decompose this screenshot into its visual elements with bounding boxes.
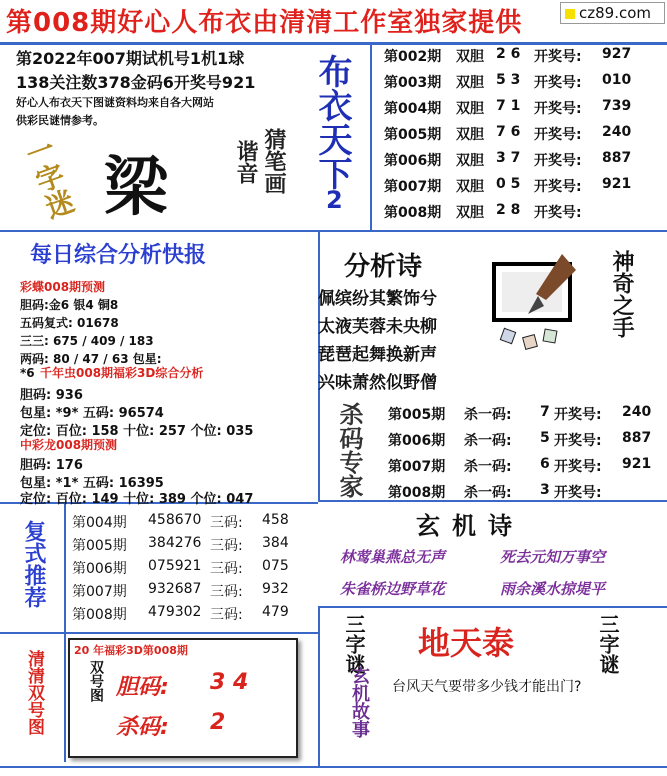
kill-row [388, 404, 666, 430]
poem-line: 太液芙蓉未央柳 [318, 317, 437, 337]
draws-row [384, 176, 666, 202]
draws-row [384, 72, 666, 98]
period: 第008期 [72, 607, 127, 623]
kill-code: 7 [540, 404, 550, 420]
riddle-hint-a: 谐音 [233, 140, 258, 184]
period: 第006期 [72, 561, 127, 577]
daily-line: 包星: *9* 五码: 96574 [20, 406, 164, 421]
prize-label: 开奖号: [534, 75, 582, 91]
dan-label: 双胆 [456, 179, 484, 195]
draws-row [384, 46, 666, 72]
prize-value: 887 [602, 150, 632, 166]
kill-code: 3 [540, 482, 550, 498]
draws-row [384, 98, 666, 124]
prize-label: 开奖号: [534, 101, 582, 117]
divider [0, 230, 667, 232]
period: 第005期 [384, 127, 442, 143]
fushi-nums: 458670 [148, 512, 202, 528]
dan-label: 双胆 [456, 101, 484, 117]
xuanji-story-label: 玄机故事 [349, 666, 370, 738]
kill-label: 杀一码: [464, 459, 512, 475]
dan-values: 2 6 [496, 46, 521, 62]
riddle-character: 梁 [104, 150, 168, 225]
fushi-nums: 479302 [148, 604, 202, 620]
period: 第004期 [384, 101, 442, 117]
divider [318, 232, 320, 502]
kill-row [388, 430, 666, 456]
kill-label: 杀一码: [464, 433, 512, 449]
divider [64, 632, 66, 762]
daily-line: 定位: 百位: 149 十位: 389 个位: 047 [20, 492, 254, 507]
poem-line: 佩缤纷其繁饰兮 [318, 289, 437, 309]
magic-hand-image [484, 250, 584, 360]
three-code-value: 075 [262, 558, 289, 574]
daily-line: 五码复式: 01678 [20, 316, 119, 330]
prize-label: 开奖号: [554, 433, 602, 449]
draws-list [384, 46, 666, 228]
period: 第007期 [388, 459, 446, 475]
prize-label: 开奖号: [534, 127, 582, 143]
riddle-hint-b: 猜笔画 [261, 128, 286, 194]
qingqing-label: 清清双号图 [24, 650, 44, 735]
prize-label: 开奖号: [534, 49, 582, 65]
daily-line: 三三: 675 / 409 / 183 [20, 334, 154, 348]
section-title: 中彩龙008期预测 [20, 438, 118, 452]
brand-text: 布衣天下 [312, 54, 352, 190]
prize-value: 887 [622, 430, 652, 446]
poem-title: 分析诗 [344, 252, 423, 282]
section-title: 彩蝶008期预测 [20, 280, 106, 294]
period: 第005期 [388, 407, 446, 423]
daily-line: 包星: *1* 五码: 16395 [20, 476, 164, 491]
kill-expert-label: 杀码专家 [335, 402, 363, 498]
paint-brush-icon [484, 250, 584, 360]
fushi-row [72, 512, 316, 535]
xuanji-title: 玄机诗 [416, 512, 524, 540]
three-code-label: 三码: [210, 515, 243, 531]
three-code-value: 479 [262, 604, 289, 620]
divider [318, 606, 667, 608]
divider [64, 504, 66, 632]
kill-row [388, 456, 666, 482]
dan-value: 3 4 [210, 670, 249, 695]
prize-value: 010 [602, 72, 632, 88]
three-code-label: 三码: [210, 584, 243, 600]
brand-number: 2 [326, 186, 343, 214]
dan-values: 7 6 [496, 124, 521, 140]
prize-label: 开奖号: [534, 179, 582, 195]
story-question: 台风天气要带多少钱才能出门? [392, 679, 582, 695]
xuanji-line: 林莺巢燕总无声 [340, 548, 446, 566]
fushi-list [72, 512, 316, 627]
period: 第007期 [72, 584, 127, 600]
dan-values: 7 1 [496, 98, 521, 114]
poem-line: 兴味萧然似野僧 [318, 373, 437, 393]
prize-value: 739 [602, 98, 632, 114]
daily-line: 两码: 80 / 47 / 63 包星: [20, 352, 162, 366]
fushi-row [72, 535, 316, 558]
daily-line: 胆码: 936 [20, 388, 83, 403]
page-title: 第008期好心人布衣由清清工作室独家提供 [6, 8, 523, 38]
three-code-value: 384 [262, 535, 289, 551]
shuanghao-header: 20 年福彩3D第008期 [74, 644, 188, 657]
dan-label: 双胆 [456, 49, 484, 65]
focus-number-line: 138关注数378金码6开奖号921 [16, 73, 256, 92]
three-char-riddle-label: 三字谜 [342, 614, 366, 674]
shuanghao-side-label: 双号图 [88, 660, 104, 702]
three-char-riddle-label-2: 三字谜 [596, 614, 620, 674]
logo-square-icon [565, 9, 575, 19]
daily-line: 胆码: 176 [20, 458, 83, 473]
kill-label: 杀一码: [464, 407, 512, 423]
section-title: 千年虫008期福彩3D综合分析 [40, 366, 204, 380]
fushi-nums: 384276 [148, 535, 202, 551]
daily-report-title: 每日综合分析快报 [30, 243, 207, 268]
source-note-2: 供彩民谜情参考。 [16, 114, 104, 127]
divider [318, 606, 320, 766]
ditiantai-riddle: 地天泰 [418, 624, 515, 662]
period: 第005期 [72, 538, 127, 554]
dan-label: 双胆 [456, 127, 484, 143]
xuanji-line: 死去元知万事空 [500, 548, 606, 566]
daily-line: *6 [20, 366, 35, 380]
fushi-row [72, 558, 316, 581]
prize-value: 927 [602, 46, 632, 62]
fushi-nums: 932687 [148, 581, 202, 597]
dan-values: 2 8 [496, 202, 521, 218]
magic-hand-label: 神奇之手 [609, 250, 634, 338]
prize-label: 开奖号: [554, 459, 602, 475]
dan-label: 双胆 [456, 205, 484, 221]
kill-code: 6 [540, 456, 550, 472]
period: 第008期 [384, 205, 442, 221]
prize-value: 240 [622, 404, 652, 420]
kill-row [388, 482, 666, 508]
daily-line: 定位: 百位: 158 十位: 257 个位: 035 [20, 424, 254, 439]
kill-list [388, 404, 666, 508]
dan-values: 3 7 [496, 150, 521, 166]
period: 第003期 [384, 75, 442, 91]
shuanghao-box [68, 638, 298, 758]
xuanji-line: 雨余溪水掠堤平 [500, 580, 606, 598]
divider [0, 632, 318, 634]
fushi-nums: 075921 [148, 558, 202, 574]
dan-label: 胆码: [116, 675, 169, 700]
prize-label: 开奖号: [534, 153, 582, 169]
poem-line: 琵琶起舞换新声 [318, 345, 437, 365]
sha-value: 2 [210, 710, 226, 735]
daily-line: 胆码:金6 银4 铜8 [20, 298, 119, 312]
three-code-label: 三码: [210, 561, 243, 577]
prize-label: 开奖号: [534, 205, 582, 221]
fushi-row [72, 581, 316, 604]
site-logo[interactable] [560, 2, 665, 24]
prize-value: 921 [602, 176, 632, 192]
dan-values: 5 3 [496, 72, 521, 88]
prize-label: 开奖号: [554, 485, 602, 501]
fushi-row [72, 604, 316, 627]
three-code-label: 三码: [210, 538, 243, 554]
sha-label: 杀码: [116, 715, 169, 740]
yizi-riddle-label: 一字迷 [18, 132, 79, 223]
source-note: 好心人布衣天下图谜资料均来自各大网站 [16, 96, 214, 109]
prize-label: 开奖号: [554, 407, 602, 423]
dan-label: 双胆 [456, 153, 484, 169]
period: 第002期 [384, 49, 442, 65]
dan-label: 双胆 [456, 75, 484, 91]
three-code-value: 932 [262, 581, 289, 597]
draws-row [384, 150, 666, 176]
prize-value: 240 [602, 124, 632, 140]
fushi-label: 复式推荐 [21, 520, 46, 608]
xuanji-line: 朱雀桥边野草花 [340, 580, 446, 598]
test-number-line: 第2022年007期试机号1机1球 [16, 49, 245, 68]
divider [0, 42, 667, 45]
divider [0, 766, 667, 768]
prize-value: 921 [622, 456, 652, 472]
period: 第006期 [388, 433, 446, 449]
period: 第008期 [388, 485, 446, 501]
kill-code: 5 [540, 430, 550, 446]
draws-row [384, 202, 666, 228]
three-code-label: 三码: [210, 607, 243, 623]
divider [370, 42, 372, 230]
dan-values: 0 5 [496, 176, 521, 192]
three-code-value: 458 [262, 512, 289, 528]
period: 第006期 [384, 153, 442, 169]
period: 第007期 [384, 179, 442, 195]
site-name: cz89.com [579, 4, 652, 22]
draws-row [384, 124, 666, 150]
kill-label: 杀一码: [464, 485, 512, 501]
period: 第004期 [72, 515, 127, 531]
